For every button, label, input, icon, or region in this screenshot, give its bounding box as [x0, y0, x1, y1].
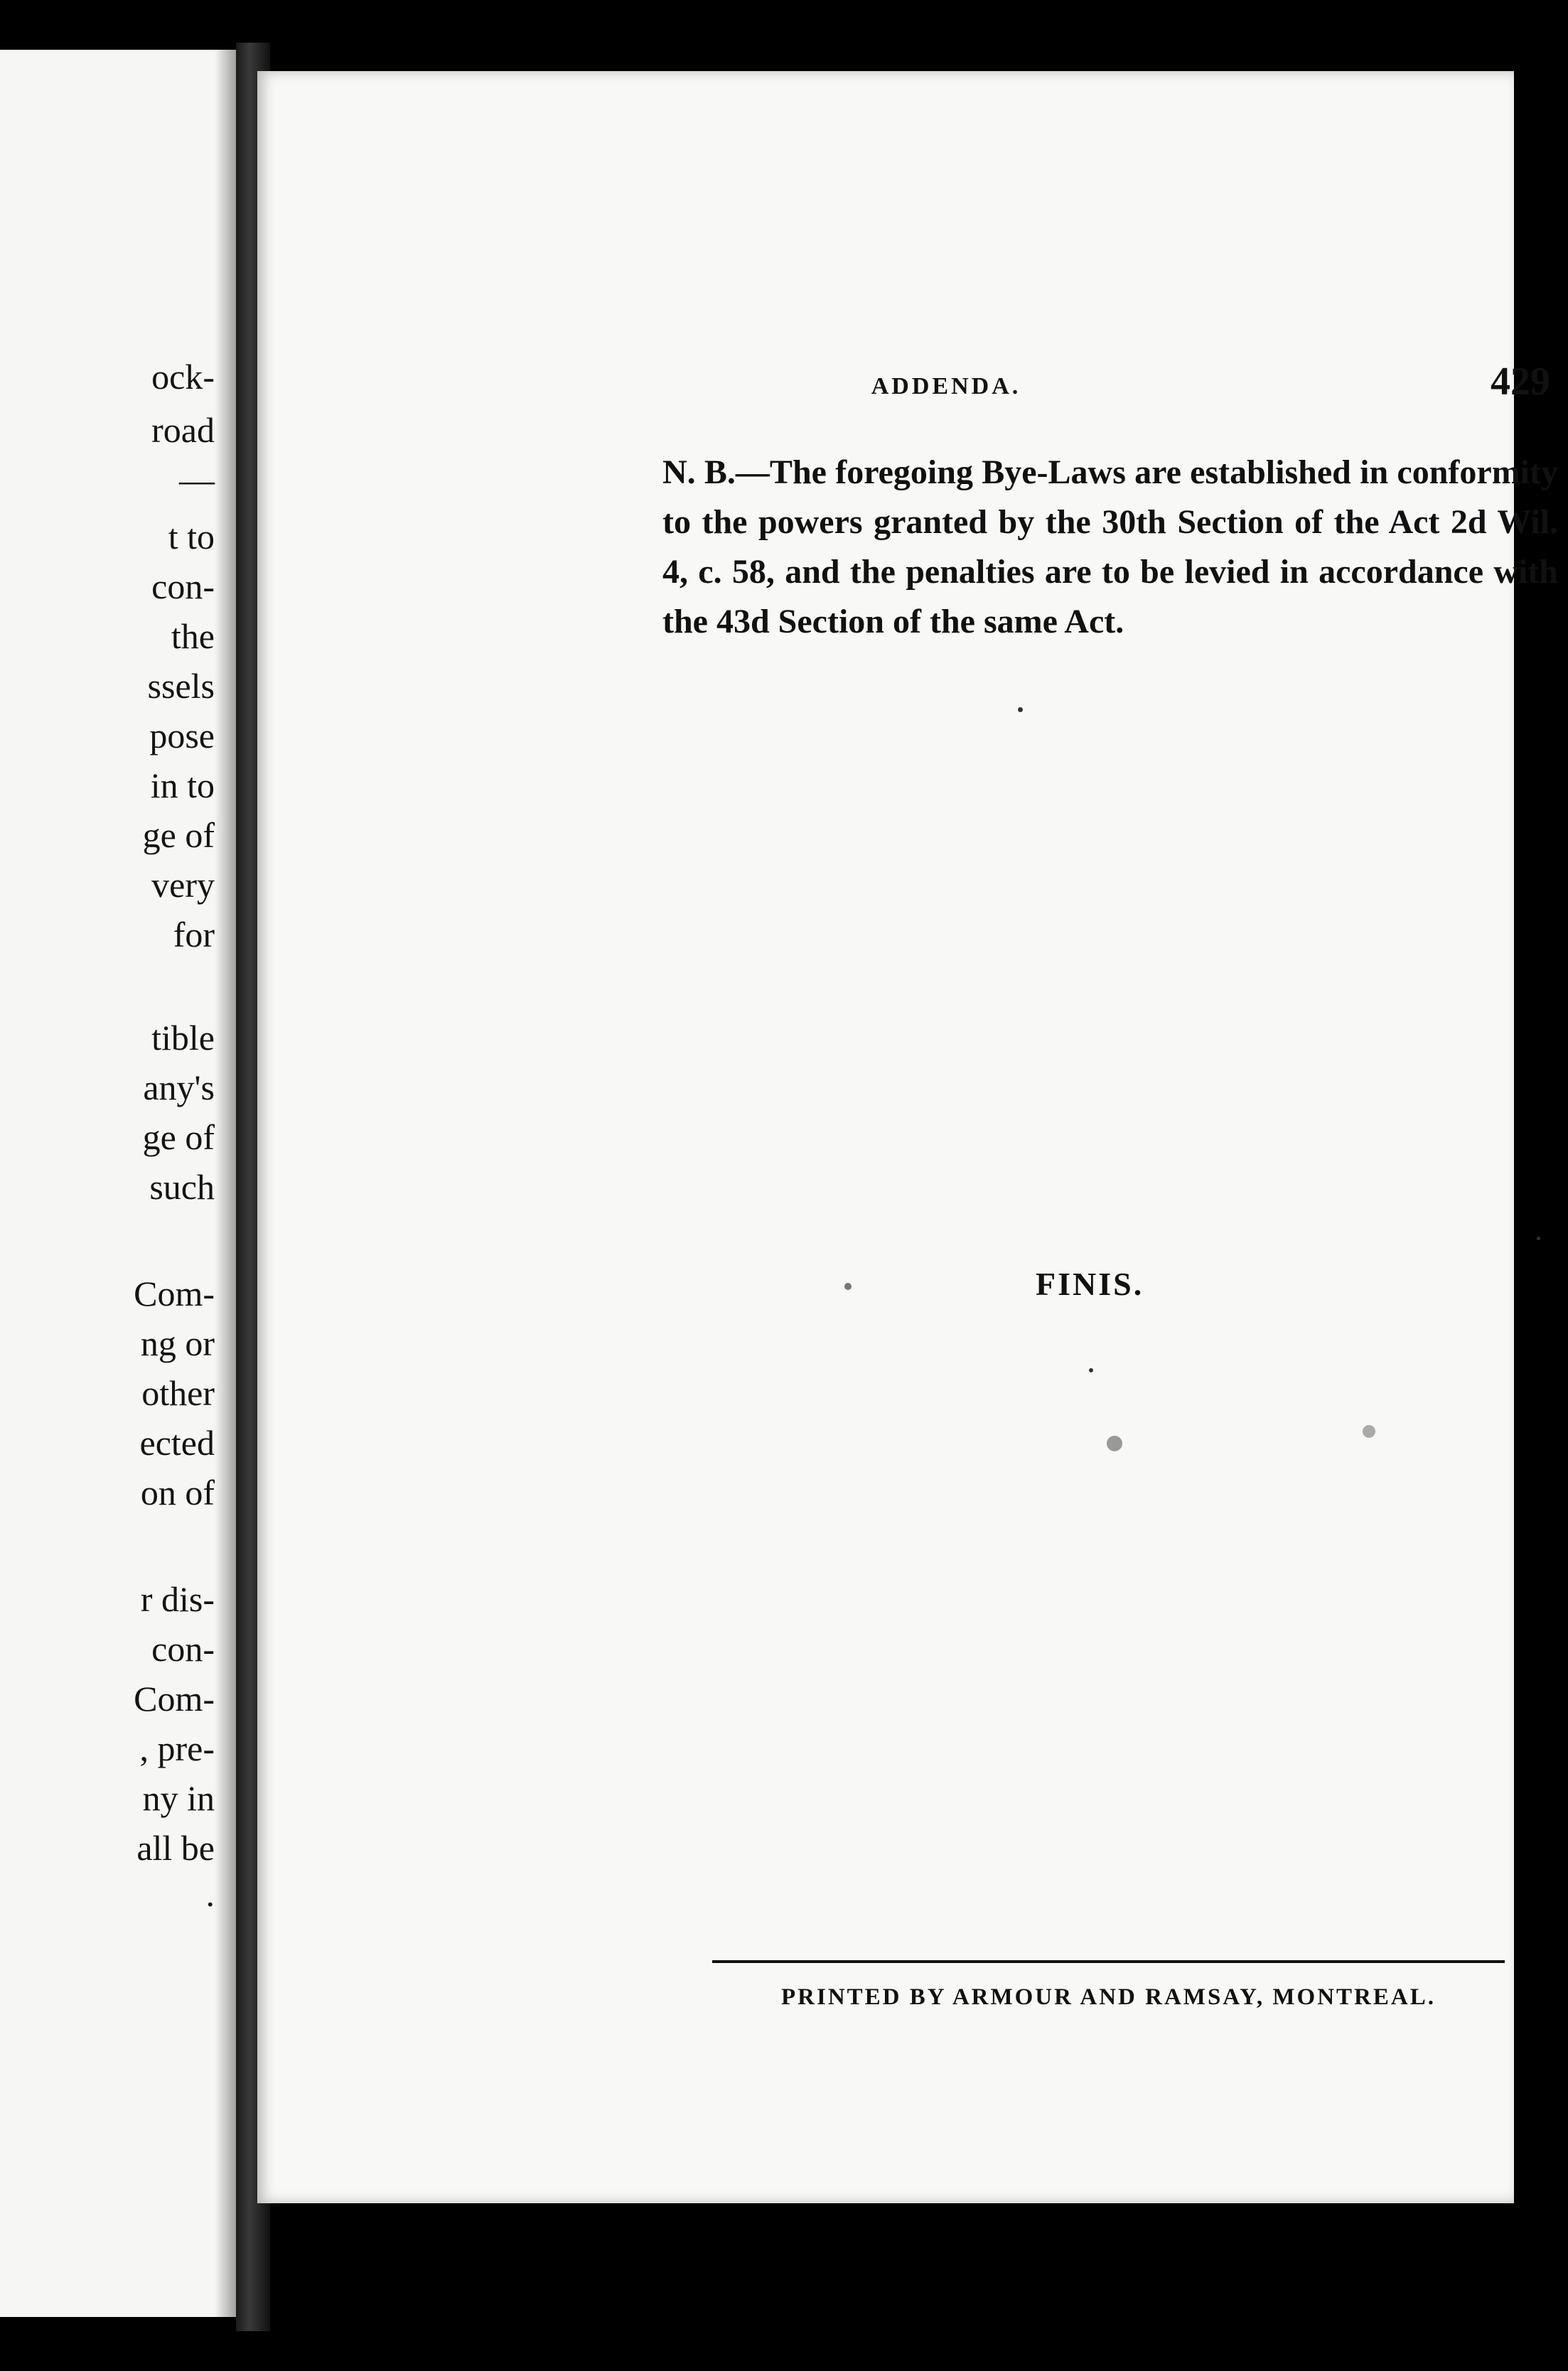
running-head: ADDENDA.	[871, 373, 1021, 399]
left-page-fragment: any's	[143, 1068, 215, 1107]
ink-speck	[844, 1283, 852, 1290]
printer-imprint: PRINTED BY ARMOUR AND RAMSAY, MONTREAL.	[781, 1984, 1436, 2010]
left-page-fragment: ected	[139, 1423, 215, 1463]
left-page-fragment: on of	[140, 1473, 215, 1512]
left-page-fragment: Com-	[134, 1679, 215, 1719]
left-page-fragment: pose	[149, 716, 215, 756]
page-number: 429	[1491, 360, 1550, 404]
left-page-fragment: Com-	[134, 1274, 215, 1313]
left-page-fragment: ge of	[142, 1117, 215, 1157]
note-paragraph: N. B.—The foregoing Bye-Laws are established in conformity to the powers granted by the 30th Section of the Act 2d Wil. 4, c. 58, and the penalties are to be levied in accordance with the 43d Section of the same Act.	[662, 453, 1558, 640]
left-page-fragment: t to	[168, 517, 215, 557]
ink-speck	[1089, 1368, 1093, 1372]
left-page-fragment: the	[171, 616, 215, 656]
left-page-fragment: ge of	[142, 815, 215, 855]
page-edge-shadow	[215, 50, 236, 2317]
main-page	[257, 71, 1558, 2203]
left-page-fragment: .	[205, 1874, 215, 1914]
left-page-fragment: ssels	[147, 666, 215, 706]
left-page-fragment: ng or	[140, 1323, 215, 1363]
ink-speck	[1363, 1425, 1375, 1438]
left-page-fragment: road	[151, 410, 215, 450]
left-page-fragment: con-	[151, 566, 215, 606]
ink-speck	[1018, 707, 1023, 712]
left-page-fragment: for	[173, 915, 215, 955]
left-page-fragment: such	[149, 1167, 215, 1207]
left-page-fragment: con-	[151, 1629, 215, 1669]
left-page-fragment: r dis-	[140, 1579, 215, 1619]
left-page-fragment: in to	[150, 765, 215, 805]
ink-speck	[1537, 1237, 1540, 1240]
left-page-fragment: very	[151, 865, 215, 905]
imprint-rule	[712, 1960, 1505, 1963]
left-page-fragment: tible	[151, 1018, 215, 1058]
left-page-fragment: ny in	[142, 1778, 215, 1818]
left-facing-page	[0, 50, 236, 2317]
ink-speck	[1107, 1436, 1122, 1451]
left-page-fragment: , pre-	[139, 1728, 215, 1768]
left-page-fragment: ock-	[151, 357, 215, 397]
left-page-fragment: other	[141, 1373, 215, 1413]
finis-heading: FINIS.	[1036, 1266, 1144, 1302]
left-page-fragment: all be	[136, 1828, 215, 1868]
left-page-fragment: —	[179, 460, 215, 500]
